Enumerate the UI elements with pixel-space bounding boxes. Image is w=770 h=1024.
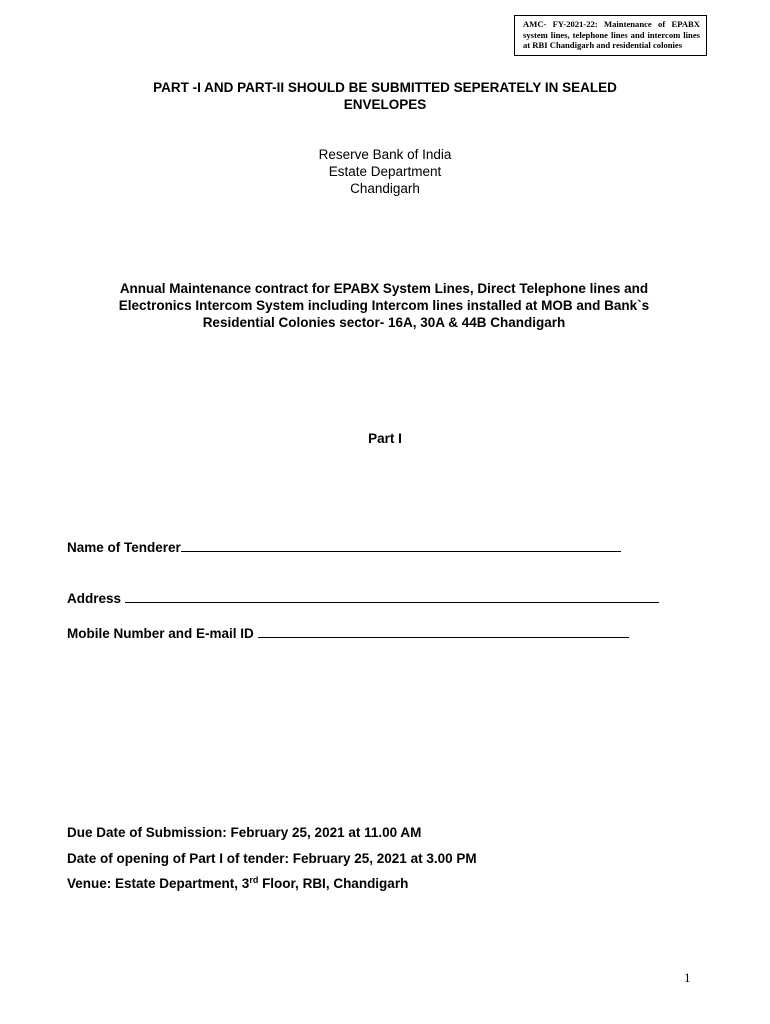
contract-title [56, 280, 712, 331]
venue [67, 876, 408, 891]
page-number: 1 [684, 970, 691, 985]
address-label: Address [67, 591, 122, 606]
title-line-3: Residential Colonies sector- 16A, 30A & 44B Chandigarh [202, 315, 566, 330]
issuer-address [180, 146, 590, 197]
address-line-2: Estate Department [328, 164, 442, 179]
tenderer-name-label: Name of Tenderer [67, 540, 181, 555]
warning-line-1: PART -I AND PART-II SHOULD BE SUBMITTED SEPERATELY IN SEALED [153, 80, 617, 95]
reference-text: AMC- FY-2021-22: Maintenance of EPABX system lines, telephone lines and intercom lines at RBI Chandigarh and residential colonies [523, 19, 700, 50]
address-field [67, 590, 659, 606]
warning-line-2: ENVELOPES [343, 97, 427, 112]
tenderer-name-field [67, 539, 621, 555]
title-line-2: Electronics Intercom System including Intercom lines installed at MOB and Bank`s [118, 298, 650, 313]
opening-date: Date of opening of Part I of tender: February 25, 2021 at 3.00 PM [67, 851, 477, 866]
address-line-1: Reserve Bank of India [318, 147, 452, 162]
venue-superscript: rd [249, 875, 259, 885]
mobile-email-blank[interactable] [258, 625, 629, 638]
venue-prefix: Venue: Estate Department, 3 [67, 876, 250, 891]
address-blank[interactable] [125, 590, 659, 603]
venue-suffix: Floor, RBI, Chandigarh [258, 876, 409, 891]
mobile-email-field [67, 625, 629, 641]
submission-warning [60, 79, 710, 113]
mobile-email-label: Mobile Number and E-mail ID [67, 626, 254, 641]
tenderer-name-blank[interactable] [181, 539, 621, 552]
due-date: Due Date of Submission: February 25, 2021 at 11.00 AM [67, 825, 422, 840]
reference-box [514, 15, 707, 56]
address-line-3: Chandigarh [350, 181, 420, 196]
part-label: Part I [368, 431, 402, 446]
title-line-1: Annual Maintenance contract for EPABX System Lines, Direct Telephone lines and [119, 281, 649, 296]
